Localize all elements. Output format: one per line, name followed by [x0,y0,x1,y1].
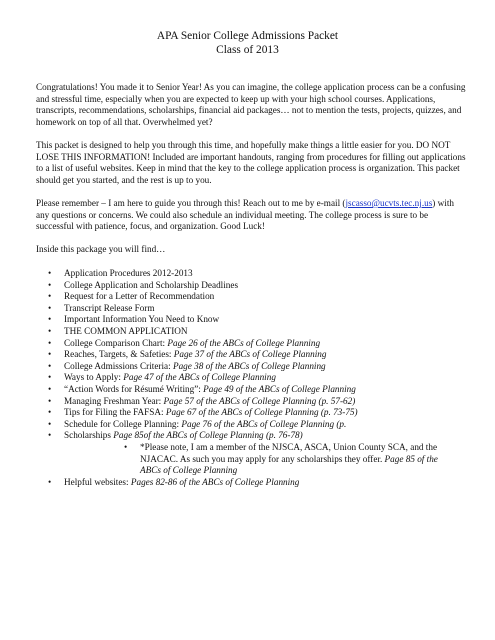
list-item: • Helpful websites: Pages 82-86 of the ABCs of College Planning [36,477,476,489]
list-item: • Transcript Release Form [36,303,476,315]
document-subtitle: Class of 2013 [216,44,279,56]
contents-intro: Inside this package you will find… [36,244,166,254]
list-item: • Important Information You Need to Know [36,314,476,326]
list-item: • Application Procedures 2012-2013 [36,268,476,280]
list-item: • College Application and Scholarship Deadlines [36,280,476,292]
document-title: APA Senior College Admissions Packet [156,30,339,42]
list-item: • Tips for Filing the FAFSA: Page 67 of the ABCs of College Planning (p. 73-75) [36,407,476,419]
list-item-sub-note: • *Please note, I am a member of the NJSCA, ASCA, Union County SCA, and the NJACAC. As such you may apply for any scholarships they offer. Page 85 of the ABCs of College Planning [36,442,476,477]
list-item: • College Comparison Chart: Page 26 of the ABCs of College Planning [36,338,476,350]
email-link[interactable]: jscasso@ucvts.tec.nj.us [345,198,433,208]
contact-text-before: Please remember – I am here to guide you through this! Reach out to me by e-mail ( [36,198,346,208]
list-item: • College Admissions Criteria: Page 38 of the ABCs of College Planning [36,361,476,373]
list-item: • Ways to Apply: Page 47 of the ABCs of College Planning [36,372,476,384]
intro-paragraph-congratulations: Congratulations! You made it to Senior Year! As you can imagine, the college application process can be a confusing and stressful time, especially when you are expected to keep up with your high school courses. Applications, transcripts, recommendations, scholarships, financial aid packages… not to mention the tests, projects, quizzes, and homework on top of all that. Overwhelmed yet? [36,82,466,127]
intro-paragraph-contact [36,198,466,233]
list-item: • Managing Freshman Year: Page 57 of the ABCs of College Planning (p. 57-62) [36,396,476,408]
list-item: • Schedule for College Planning: Page 76 of the ABCs of College Planning (p. [36,419,476,431]
list-item: • Request for a Letter of Recommendation [36,291,476,303]
list-item: • Scholarships Page 85of the ABCs of College Planning (p. 76-78) [36,430,476,442]
intro-paragraph-packet-purpose: This packet is designed to help you through this time, and hopefully make things a little easier for you. DO NOT LOSE THIS INFORMATION! Included are important handouts, ranging from procedures for filling out applications to a list of useful websites. Keep in mind that the key to the college application process is organization. This packet should get you started, and the rest is up to you. [36,140,466,185]
list-item: • Reaches, Targets, & Safeties: Page 37 of the ABCs of College Planning [36,349,476,361]
contact-text-after: ) with any questions or concerns. We could also schedule an individual meeting. The college process is sure to be successful with patience, focus, and organization. Good Luck! [36,198,454,232]
contents-list [36,268,476,488]
list-item: • THE COMMON APPLICATION [36,326,476,338]
list-item: • “Action Words for Résumé Writing”: Page 49 of the ABCs of College Planning [36,384,476,396]
